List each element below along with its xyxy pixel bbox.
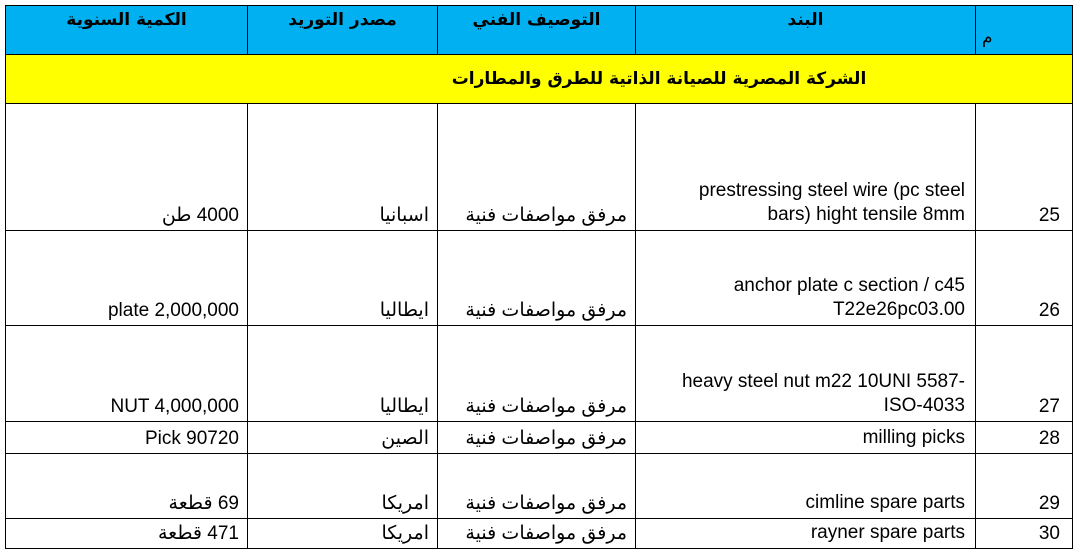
- row-source[interactable]: ايطاليا: [248, 326, 438, 422]
- row-number[interactable]: 30: [976, 519, 1073, 549]
- header-number[interactable]: م: [976, 6, 1073, 55]
- table-row: [6, 519, 1073, 549]
- row-item[interactable]: prestressing steel wire (pc steel bars) hight tensile 8mm: [636, 104, 976, 231]
- row-item[interactable]: milling picks: [636, 422, 976, 454]
- row-spec[interactable]: مرفق مواصفات فنية: [438, 422, 636, 454]
- group-row: [6, 55, 1073, 104]
- header-row: [6, 6, 1073, 55]
- row-source[interactable]: امريكا: [248, 454, 438, 519]
- row-number[interactable]: 28: [976, 422, 1073, 454]
- row-number[interactable]: 25: [976, 104, 1073, 231]
- group-title: الشركة المصرية للصيانة الذاتية للطرق والمطارات: [451, 69, 867, 89]
- row-quantity[interactable]: 69 قطعة: [6, 454, 248, 519]
- header-quantity[interactable]: الكمية السنوية: [6, 6, 248, 55]
- row-source[interactable]: ايطاليا: [248, 231, 438, 326]
- row-quantity[interactable]: NUT 4,000,000: [6, 326, 248, 422]
- table-row: [6, 422, 1073, 454]
- header-source[interactable]: مصدر التوريد: [248, 6, 438, 55]
- header-item[interactable]: البند: [636, 6, 976, 55]
- row-number[interactable]: 27: [976, 326, 1073, 422]
- row-item[interactable]: heavy steel nut m22 10UNI 5587- ISO-4033: [636, 326, 976, 422]
- row-spec[interactable]: مرفق مواصفات فنية: [438, 454, 636, 519]
- row-spec[interactable]: مرفق مواصفات فنية: [438, 519, 636, 549]
- table-row: [6, 231, 1073, 326]
- header-spec[interactable]: التوصيف الفني: [438, 6, 636, 55]
- procurement-table: [5, 5, 1073, 549]
- row-source[interactable]: الصين: [248, 422, 438, 454]
- row-source[interactable]: امريكا: [248, 519, 438, 549]
- row-number[interactable]: 26: [976, 231, 1073, 326]
- table-row: [6, 454, 1073, 519]
- row-spec[interactable]: مرفق مواصفات فنية: [438, 104, 636, 231]
- row-item[interactable]: rayner spare parts: [636, 519, 976, 549]
- row-quantity[interactable]: 4000 طن: [6, 104, 248, 231]
- table-row: [6, 326, 1073, 422]
- row-item[interactable]: cimline spare parts: [636, 454, 976, 519]
- group-title-cell[interactable]: [6, 55, 1073, 104]
- row-quantity[interactable]: plate 2,000,000: [6, 231, 248, 326]
- row-quantity[interactable]: 471 قطعة: [6, 519, 248, 549]
- row-spec[interactable]: مرفق مواصفات فنية: [438, 326, 636, 422]
- row-item[interactable]: anchor plate c section / c45 T22e26pc03.00: [636, 231, 976, 326]
- row-quantity[interactable]: Pick 90720: [6, 422, 248, 454]
- row-spec[interactable]: مرفق مواصفات فنية: [438, 231, 636, 326]
- row-number[interactable]: 29: [976, 454, 1073, 519]
- row-source[interactable]: اسبانيا: [248, 104, 438, 231]
- table-row: [6, 104, 1073, 231]
